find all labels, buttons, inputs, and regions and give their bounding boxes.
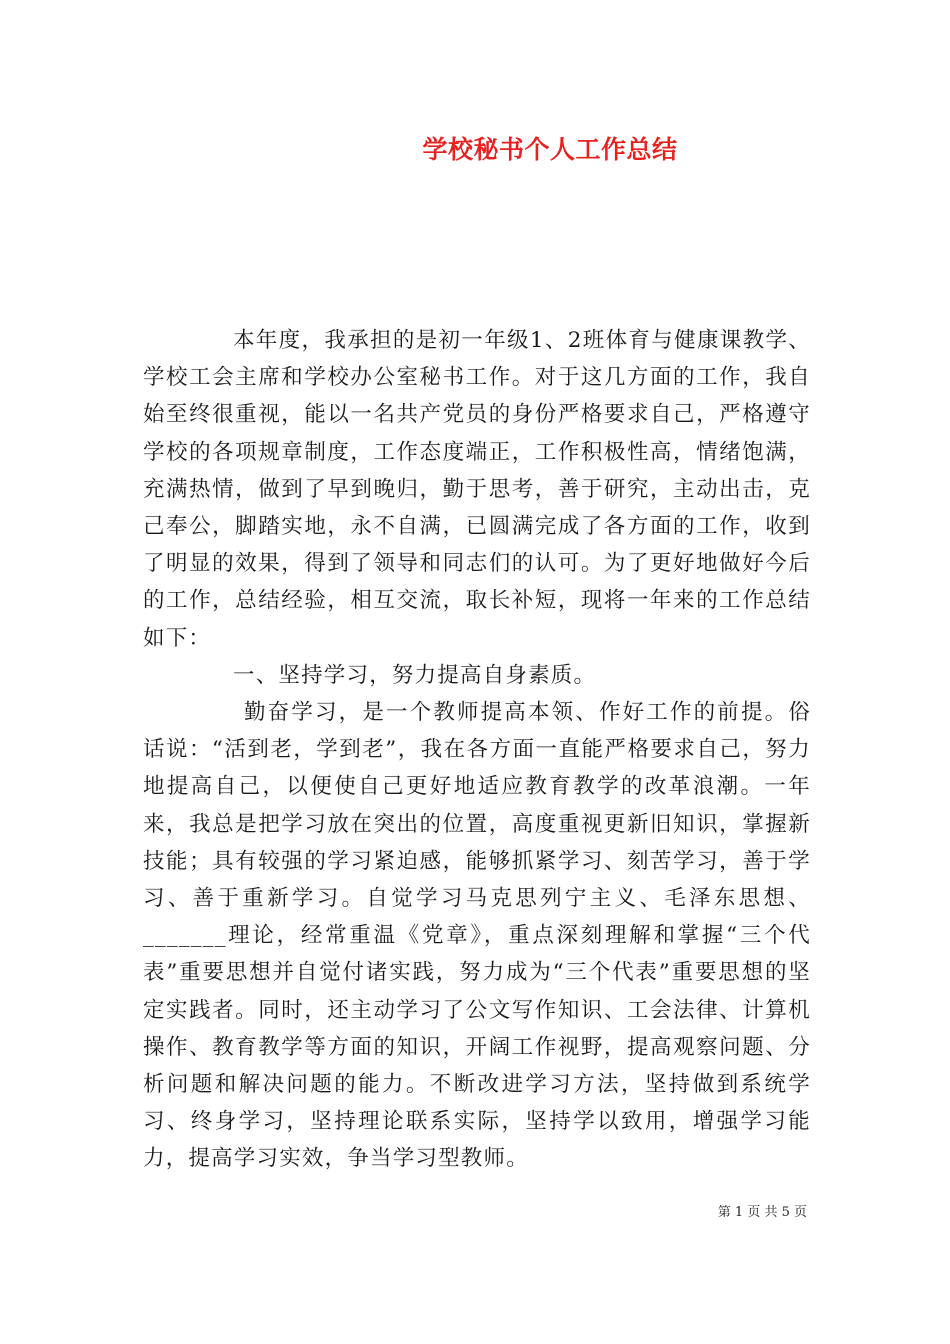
section-body-paragraph: 勤奋学习，是一个教师提高本领、作好工作的前提。俗话说：“活到老，学到老”，我在各方面一直能严格要求自己，努力地提高自己，以便使自己更好地适应教育教学的改革浪潮。一年来，我总是把学习放在突出的位置，高度重视更新旧知识，掌握新技能；具有较强的学习紧迫感，能够抓紧学习、刻苦学习，善于学习、善于重新学习。自觉学习马克思列宁主义、毛泽东思想、_______理论，经常重温《党章》，重点深刻理解和掌握“三个代表”重要思想并自觉付诸实践，努力成为“三个代表”重要思想的坚定实践者。同时，还主动学习了公文写作知识、工会法律、计算机操作、教育教学等方面的知识，开阔工作视野，提高观察问题、分析问题和解决问题的能力。不断改进学习方法，坚持做到系统学习、终身学习，坚持理论联系实际，坚持学以致用，增强学习能力，提高学习实效，争当学习型教师。 bbox=[143, 700, 811, 1172]
intro-paragraph: 本年度，我承担的是初一年级1、2班体育与健康课教学、学校工会主席和学校办公室秘书工作。对于这几方面的工作，我自始至终很重视，能以一名共产党员的身份严格要求自己，严格遵守学校的各项规章制度，工作态度端正，工作积极性高，情绪饱满，充满热情，做到了早到晚归，勤于思考，善于研究，主动出击，克己奉公，脚踏实地，永不自满，已圆满完成了各方面的工作，收到了明显的效果，得到了领导和同志们的认可。为了更好地做好今后的工作，总结经验，相互交流，取长补短，现将一年来的工作总结如下： bbox=[143, 328, 811, 651]
document-body bbox=[143, 322, 811, 1178]
section-heading: 一、坚持学习，努力提高自身素质。 bbox=[233, 662, 597, 688]
page-number: 第 1 页 共 5 页 bbox=[717, 1205, 807, 1220]
document-title: 学校秘书个人工作总结 bbox=[422, 135, 678, 164]
